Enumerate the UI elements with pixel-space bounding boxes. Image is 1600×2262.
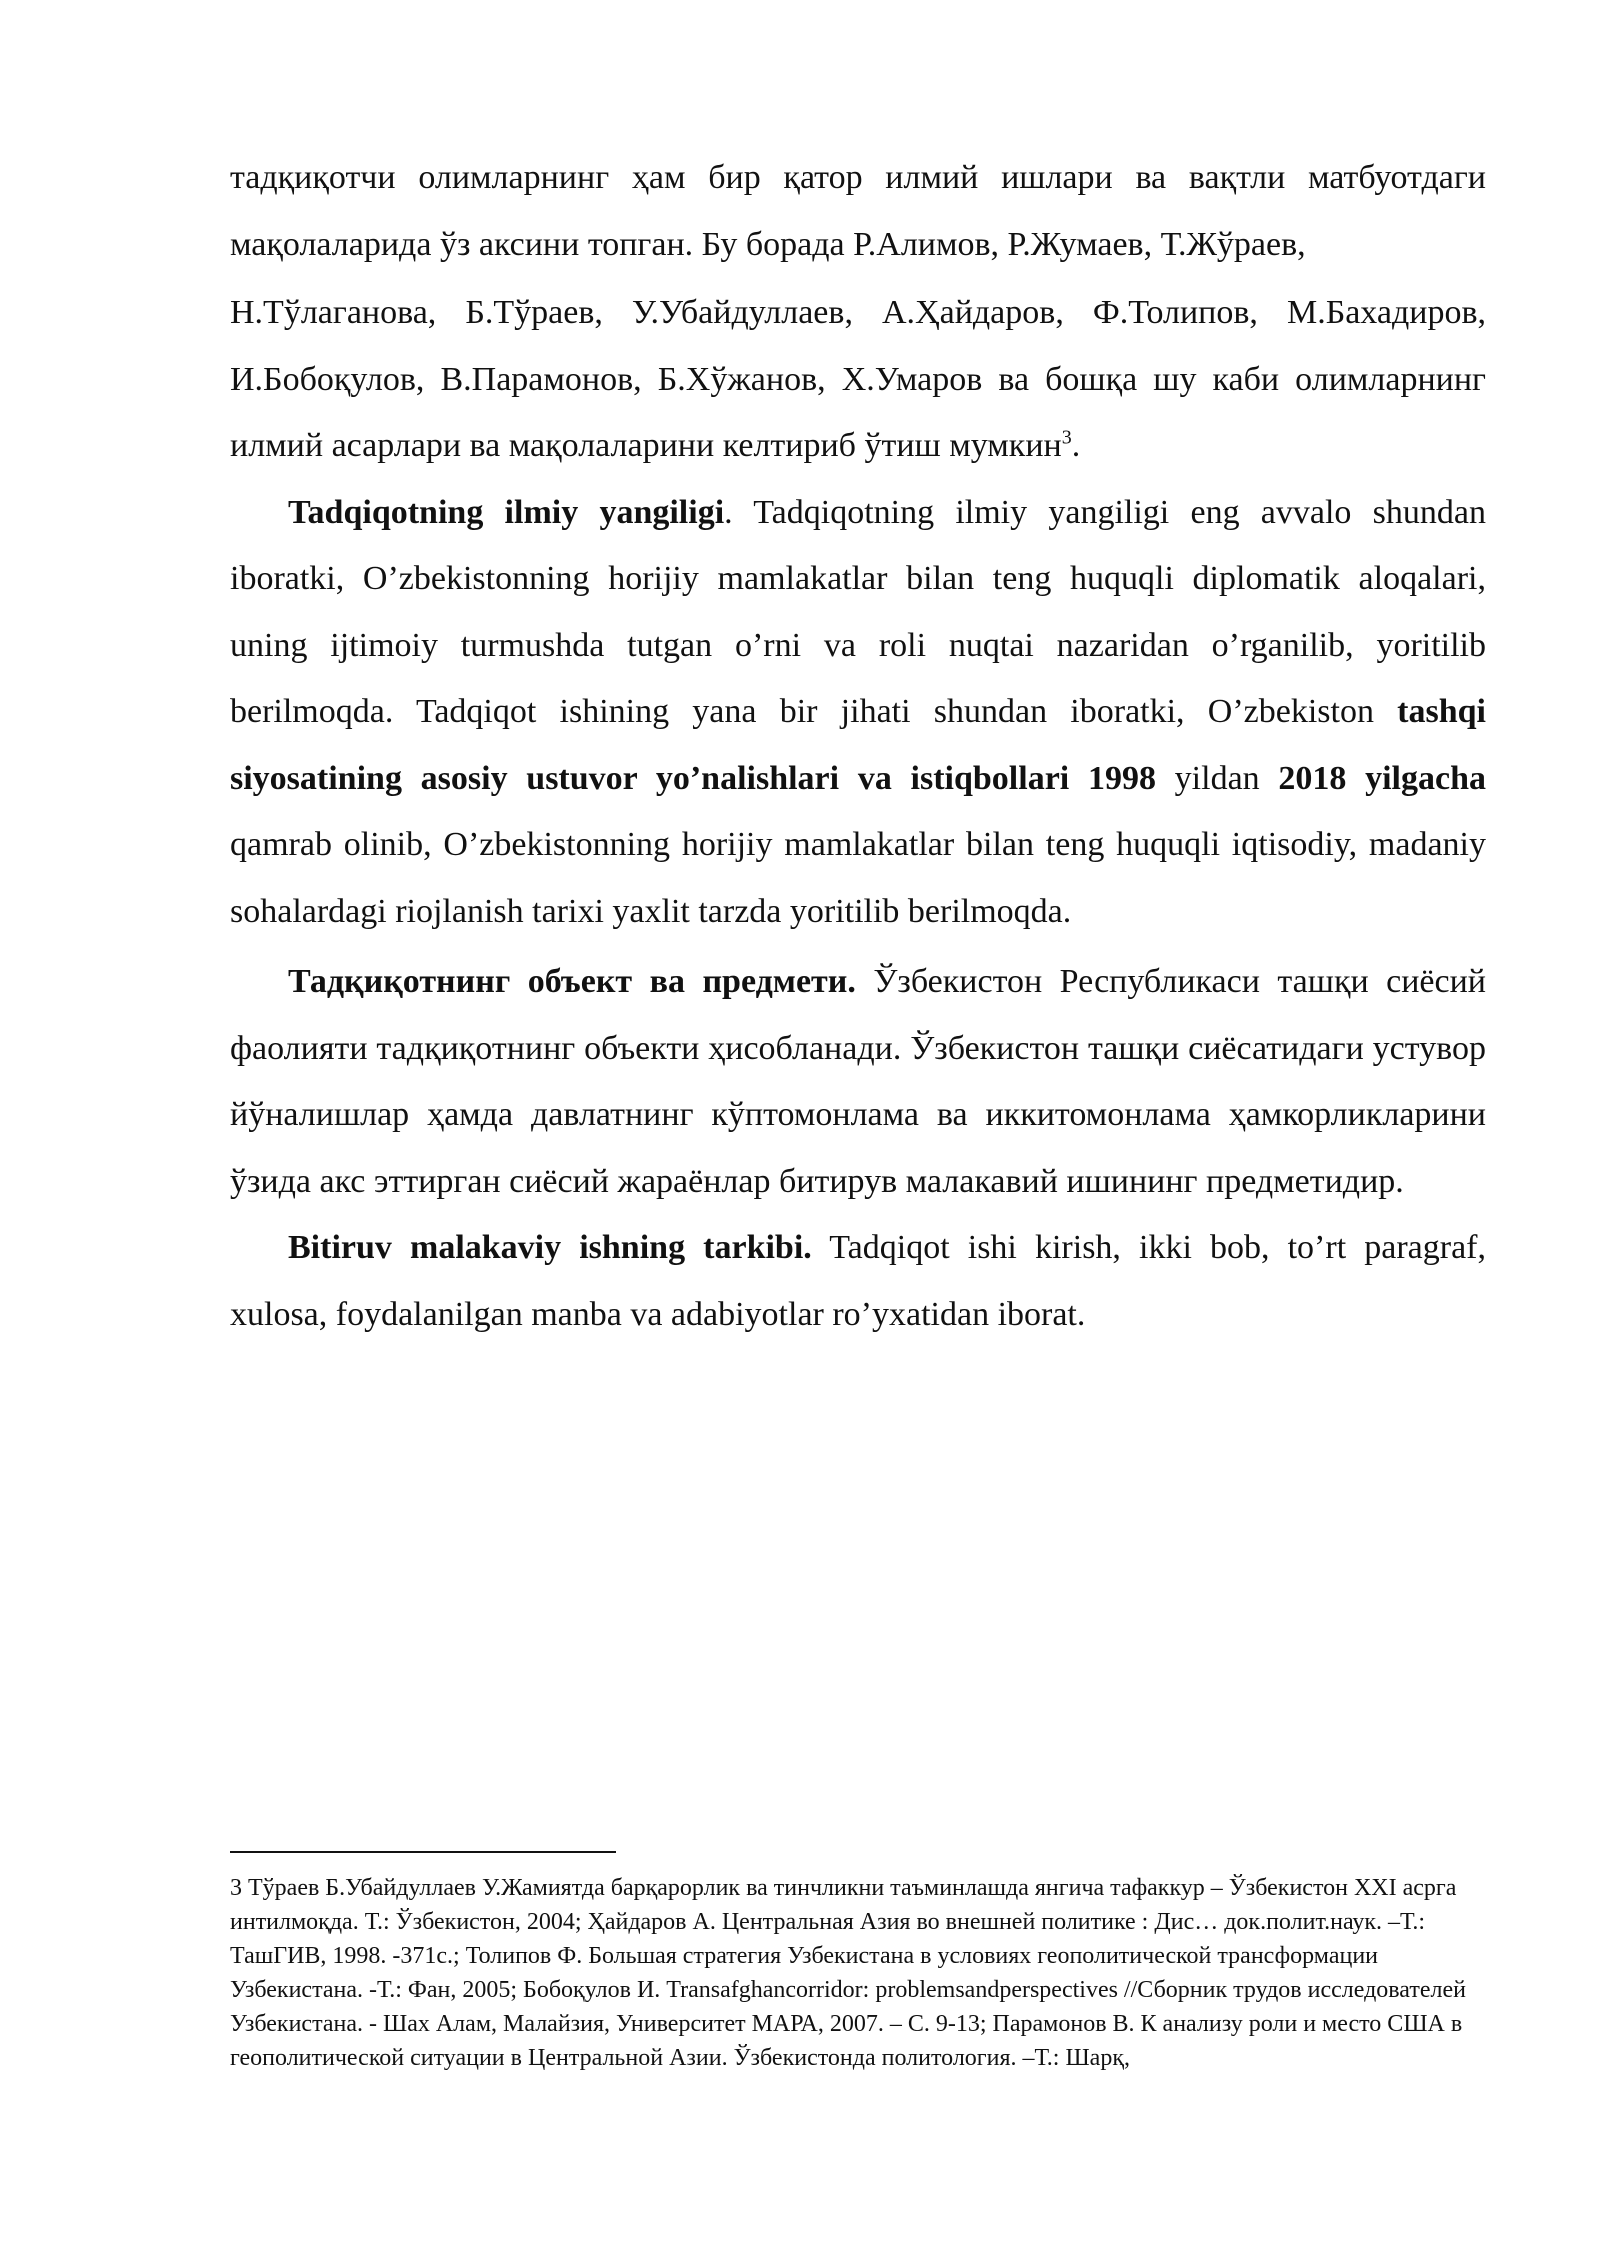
- paragraph-researchers-intro: [230, 145, 1486, 278]
- paragraph-text: Н.Тўлаганова, Б.Тўраев, У.Убайдуллаев, А.Ҳайдаров, Ф.Толипов, М.Бахадиров, И.Бобоқулов, В.Парамонов, Б.Хўжанов, Х.Умаров ва бошқа шу каби олимларнинг илмий асарлари ва мақолаларини келтириб ўтиш мумкин: [230, 294, 1486, 464]
- emphasis-text: tashqi siyosatining asosiy ustuvor yo’nalishlari va istiqbollari 1998: [230, 693, 1486, 797]
- paragraph-text: yildan: [1155, 759, 1279, 797]
- footnote-3: 3 Тўраев Б.Убайдуллаев У.Жамиятда барқарорлик ва тинчликни таъминлашда янгича тафаккур – Ўзбекистон XXI асрга интилмоқда. Т.: Ўзбекистон, 2004; Ҳайдаров А. Центральная Азия во внешней политике : Дис… док.полит.наук. –Т.: ТашГИВ, 1998. -371с.; Толипов Ф. Большая стратегия Узбекистана в условиях геополитической трансформации Узбекистана. -Т.: Фан, 2005; Бобоқулов И. Transafghancorridor: problemsandperspectives //Сборник трудов исследователей Узбекистана. - Шах Алам, Малайзия, Университет МАРА, 2007. – С. 9-13; Парамонов В. К анализу роли и место США в геополитической ситуации в Центральной Азии. Ўзбекистонда политология. –Т.: Шарқ,: [230, 1875, 1466, 2071]
- paragraph-text: . Tadqiqotning ilmiy yangiligi eng avvalo shundan iboratki, O’zbekistonning horijiy mamlakatlar bilan teng huquqli diplomatik aloqalari, uning ijtimoiy turmushda tutgan o’rni va roli nuqtai nazaridan o’rganilib, yoritilib berilmoqda. Tadqiqot ishining yana bir jihati shundan iboratki, O’zbekiston: [230, 493, 1486, 730]
- document-body: [230, 145, 1486, 1348]
- footnote-separator: [230, 1851, 616, 1853]
- paragraph-object-subject: [230, 949, 1486, 1215]
- paragraph-end: .: [1071, 427, 1081, 464]
- paragraph-scientific-novelty: [230, 480, 1486, 946]
- paragraph-structure: [230, 1215, 1486, 1348]
- paragraph-text: Tadqiqot ishi kirish, ikki bob, to’rt paragraf, xulosa, foydalanilgan manba va adabiyotlar ro’yxatidan iborat.: [230, 1229, 1486, 1333]
- footnote-reference[interactable]: 3: [1061, 426, 1072, 449]
- section-heading-object: Тадқиқотнинг объект ва предмети.: [288, 963, 856, 1000]
- paragraph-text: Ўзбекистон Республикаси ташқи сиёсий фаолияти тадқиқотнинг объекти ҳисобланади. Ўзбекистон ташқи сиёсатидаги устувор йўналишлар ҳамда давлатнинг кўптомонлама ва иккитомонлама ҳамкорликларини ўзида акс эттирган сиёсий жараёнлар битирув малакавий ишининг предметидир.: [230, 963, 1487, 1200]
- paragraph-researchers-list: [230, 280, 1486, 480]
- paragraph-text: тадқиқотчи олимларнинг ҳам бир қатор илмий ишлари ва вақтли матбуотдаги мақолаларида ўз аксини топган. Бу борада Р.Алимов, Р.Жумаев, Т.Жўраев,: [230, 159, 1486, 263]
- paragraph-text: qamrab olinib, O’zbekistonning horijiy mamlakatlar bilan teng huquqli iqtisodiy, madaniy sohalardagi riojlanish tarixi yaxlit tarzda yoritilib berilmoqda.: [230, 826, 1486, 930]
- section-heading-novelty: Tadqiqotning ilmiy yangiligi: [288, 493, 725, 531]
- emphasis-text: 2018 yilgacha: [1278, 759, 1486, 797]
- section-heading-structure: Bitiruv malakaviy ishning tarkibi.: [288, 1229, 812, 1266]
